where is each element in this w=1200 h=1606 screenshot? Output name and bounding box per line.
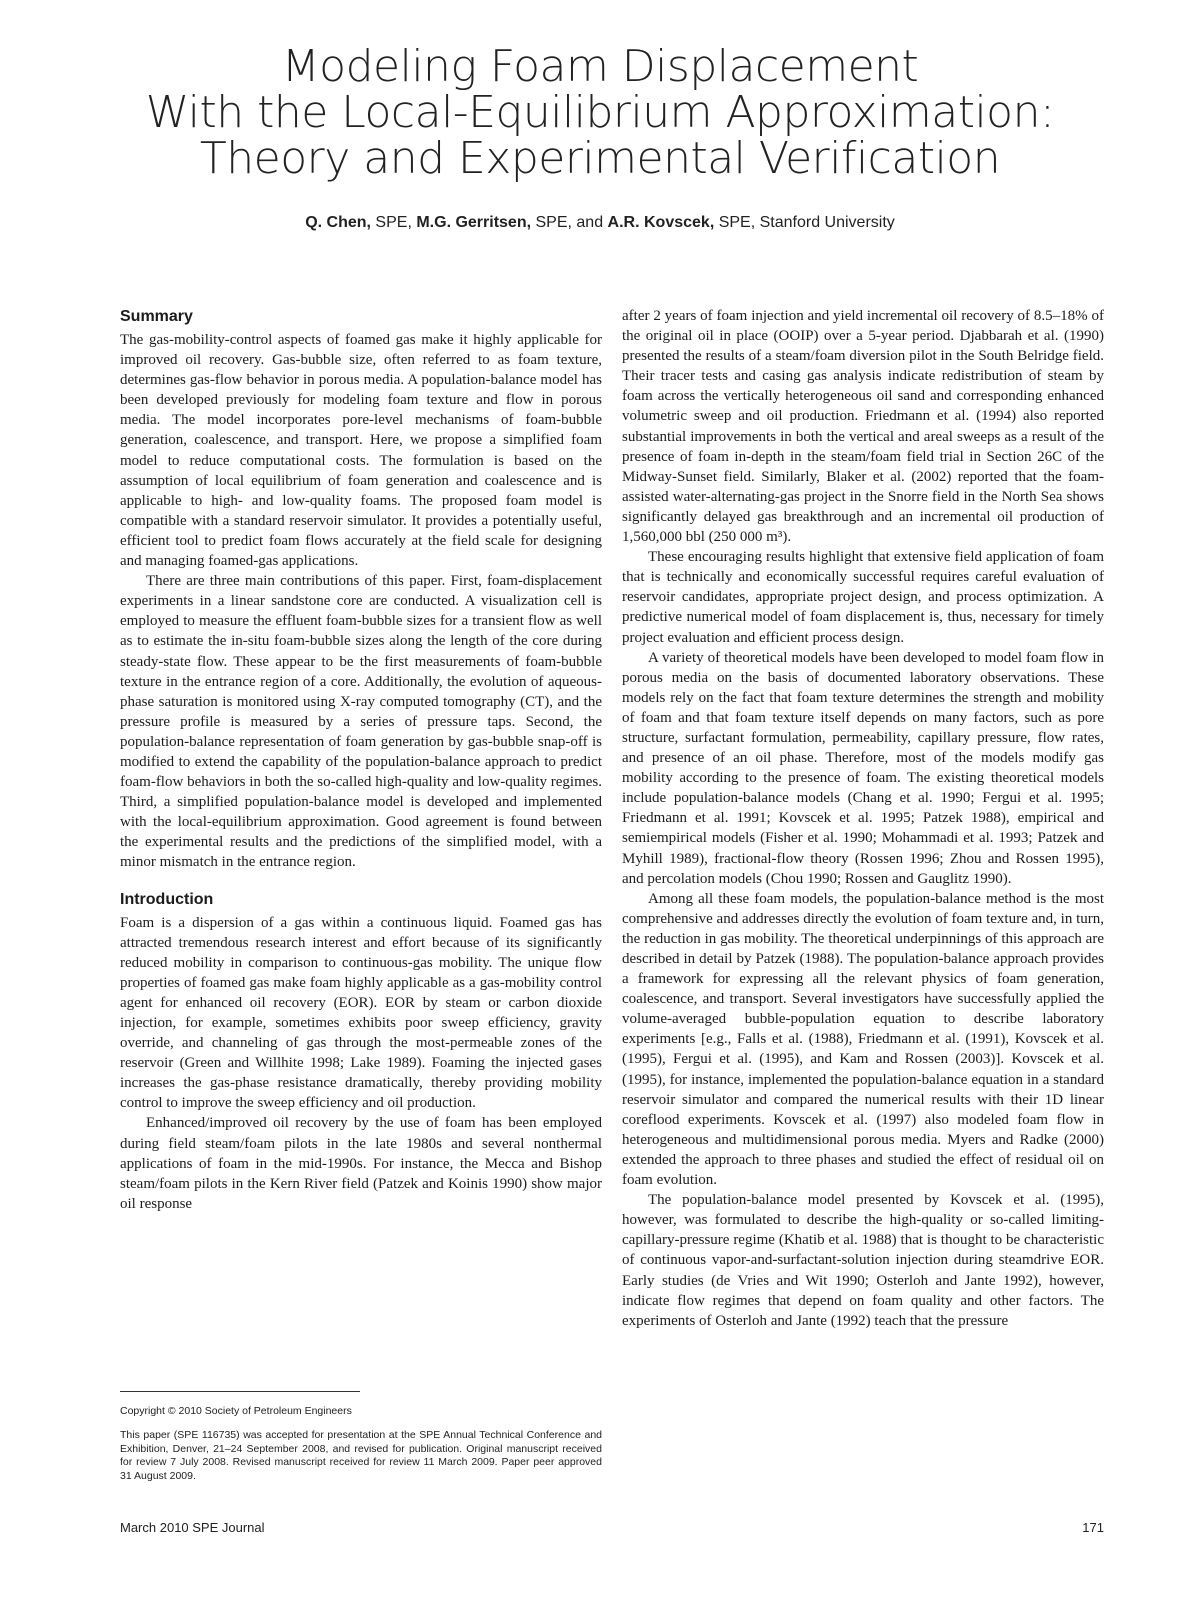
author-2-name: M.G. Gerritsen, xyxy=(416,214,532,231)
footnote-divider xyxy=(120,1391,360,1392)
right-paragraph-2: These encouraging results highlight that extensive field application of foam that is technically and economically successful requires careful evaluation of reservoir candidates, appropriate project design, and process optimization. A predictive numerical model of foam displacement is, thus, necessary for timely project evaluation and efficient process design. xyxy=(622,549,1104,646)
right-paragraph-1: after 2 years of foam injection and yield incremental oil recovery of 8.5–18% of the original oil in place (OOIP) over a 5-year period. Djabbarah et al. (1990) presented the results of a steam/foam diversion pilot in the South Belridge field. Their tracer tests and casing gas analysis indicate redistribution of steam by foam across the vertically heterogeneous oil sand and corresponding enhanced volumetric sweep and oil production. Friedmann et al. (1994) also reported substantial improvements in both the vertical and areal sweeps as a result of the presence of foam in-depth in the steam/foam field trial in Section 26C of the Midway-Sunset field. Similarly, Blaker et al. (2002) reported that the foam-assisted water-alternating-gas project in the Snorre field in the North Sea shows significantly delayed gas breakthrough and an incremental oil production of 1,560,000 bbl (250 000 m³). xyxy=(622,308,1104,546)
introduction-heading: Introduction xyxy=(120,890,214,908)
right-paragraph-5: The population-balance model presented by Kovscek et al. (1995), however, was formulated to describe the high-quality or so-called limiting-capillary-pressure regime (Khatib et al. 1988) that is thought to be characteristic of continuous vapor-and-surfactant-solution injection during steamdrive EOR. Early studies (de Vries and Wit 1990; Osterloh and Jante 1992), however, indicate flow regimes that depend on foam quality and other factors. The experiments of Osterloh and Jante (1992) teach that the pressure xyxy=(622,1192,1104,1329)
right-column xyxy=(622,306,1104,1331)
introduction-paragraph-2: Enhanced/improved oil recovery by the use of foam has been employed during field steam/foam pilots in the late 1980s and several nonthermal applications of foam in the mid-1990s. For instance, the Mecca and Bishop steam/foam pilots in the Kern River field (Patzek and Koinis 1990) show major oil response xyxy=(120,1115,602,1212)
summary-paragraph-1: The gas-mobility-control aspects of foamed gas make it highly applicable for improved oil recovery. Gas-bubble size, often referred to as foam texture, determines gas-flow behavior in porous media. A population-balance model has been developed previously for modeling foam texture and flow in porous media. The model incorporates pore-level mechanisms of foam-bubble generation, coalescence, and transport. Here, we propose a simplified foam model to reduce computational costs. The formulation is based on the assumption of local equilibrium of foam generation and coalescence and is applicable to high- and low-quality foams. The proposed foam model is compatible with a standard reservoir simulator. It provides a potentially useful, efficient tool to predict foam flows accurately at the field scale for designing and managing foamed-gas applications. xyxy=(120,332,602,570)
publication-note: This paper (SPE 116735) was accepted for presentation at the SPE Annual Technical Conference and Exhibition, Denver, 21–24 September 2008, and revised for publication. Original manuscript received for review 7 July 2008. Revised manuscript received for review 11 March 2009. Paper peer approved 31 August 2009. xyxy=(120,1429,602,1482)
author-1-affiliation: SPE, xyxy=(370,214,417,231)
title-line-1: Modeling Foam Displacement xyxy=(281,41,919,92)
left-column xyxy=(120,306,602,1214)
title-line-3: Theory and Experimental Verification xyxy=(199,133,1001,184)
right-paragraph-4: Among all these foam models, the population-balance method is the most comprehensive and addresses directly the evolution of foam texture and, in turn, the reduction in gas mobility. The theoretical underpinnings of this approach are described in detail by Patzek (1988). The population-balance approach provides a framework for expressing all the relevant physics of foam generation, coalescence, and transport. Several investigators have successfully applied the volume-averaged bubble-population equation to describe laboratory experiments [e.g., Falls et al. (1988), Friedmann et al. (1991), Kovscek et al. (1995), Fergui et al. (1995), and Kam and Rossen (2003)]. Kovscek et al. (1995), for instance, implemented the population-balance equation in a standard reservoir simulator and compared the numerical results with their 1D linear coreflood experiments. Kovscek et al. (1997) also modeled foam flow in heterogeneous and multidimensional porous media. Myers and Radke (2000) extended the approach to three phases and studied the effect of residual oil on foam evolution. xyxy=(622,890,1104,1189)
author-3-name: A.R. Kovscek, xyxy=(607,214,715,231)
journal-footer: March 2010 SPE Journal xyxy=(120,1520,265,1535)
summary-heading: Summary xyxy=(120,308,193,325)
introduction-paragraph-1: Foam is a dispersion of a gas within a continuous liquid. Foamed gas has attracted tremendous research interest and effort because of its significantly reduced mobility in comparison to continuous-gas mobility. The unique flow properties of foamed gas make foam highly applicable as a gas-mobility control agent for enhanced oil recovery (EOR). EOR by steam or carbon dioxide injection, for example, sometimes exhibits poor sweep efficiency, gravity override, and channeling of gas through the most-permeable zones of the reservoir (Green and Willhite 1998; Lake 1989). Foaming the injected gases increases the gas-phase resistance dramatically, thereby providing mobility control to improve the sweep efficiency and oil production. xyxy=(120,914,602,1112)
right-paragraph-3: A variety of theoretical models have been developed to model foam flow in porous media on the basis of documented laboratory observations. These models rely on the fact that foam texture determines the strength and mobility of foam and that foam texture itself depends on many factors, such as pore structure, surfactant formulation, permeability, capillary pressure, flow rates, and presence of an oil phase. Therefore, most of the models modify gas mobility according to the presence of foam. The existing theoretical models include population-balance models (Chang et al. 1990; Fergui et al. 1995; Friedmann et al. 1991; Kovscek et al. 1995; Patzek 1988), empirical and semiempirical models (Fisher et al. 1990; Mohammadi et al. 1993; Patzek and Myhill 1989), fractional-flow theory (Rossen 1996; Zhou and Rossen 1995), and percolation models (Chou 1990; Rossen and Gauglitz 1990). xyxy=(622,649,1104,887)
title-line-2: With the Local-Equilibrium Approximation: xyxy=(145,87,1055,138)
page-number: 171 xyxy=(1082,1520,1104,1535)
paper-title xyxy=(60,41,1140,184)
author-1-name: Q. Chen, xyxy=(305,214,371,231)
summary-paragraph-2: There are three main contributions of this paper. First, foam-displacement experiments in a linear sandstone core are conducted. A visualization cell is employed to measure the effluent foam-bubble sizes for a transient flow as well as to estimate the in-situ foam-bubble sizes along the length of the core during steady-state flow. These appear to be the first measurements of foam-bubble texture in the entrance region of a core. Additionally, the evolution of aqueous-phase saturation is monitored using X-ray computed tomography (CT), and the pressure profile is measured by a series of pressure taps. Second, the population-balance representation of foam generation by gas-bubble snap-off is modified to extend the capability of the population-balance approach to predict foam-flow behaviors in both the so-called high-quality and low-quality regimes. Third, a simplified population-balance model is developed and implemented with the local-equilibrium approximation. Good agreement is found between the experimental results and the predictions of the simplified model, with a minor mismatch in the entrance region. xyxy=(120,573,602,871)
copyright-notice: Copyright © 2010 Society of Petroleum Engineers xyxy=(120,1405,352,1417)
author-line xyxy=(60,214,1140,232)
author-3-affiliation: SPE, Stanford University xyxy=(714,214,895,231)
author-2-affiliation: SPE, and xyxy=(531,214,608,231)
